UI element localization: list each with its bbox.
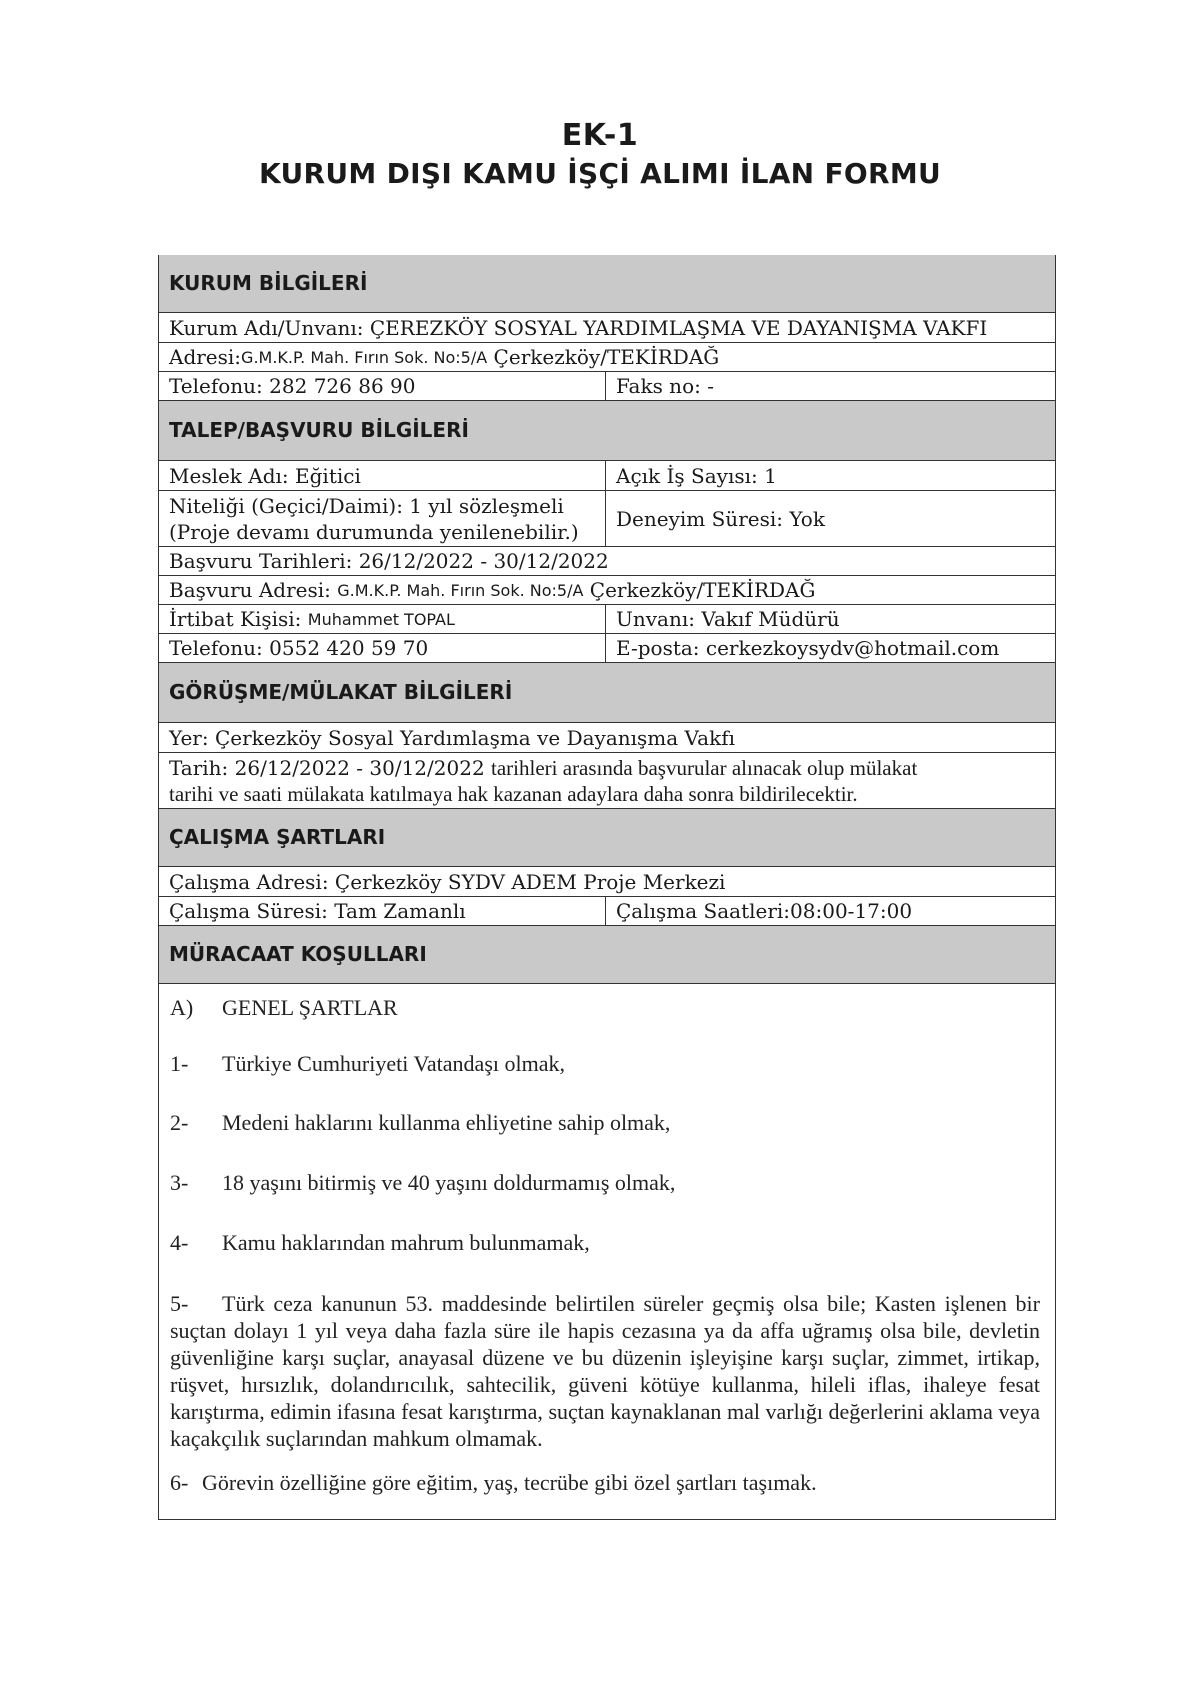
application-address-city: Çerkezköy/TEKİRDAĞ xyxy=(583,578,816,602)
list-item-number: 3- xyxy=(170,1170,189,1195)
application-address-row xyxy=(159,576,1055,605)
section-letter: A) xyxy=(170,995,194,1020)
list-item-text: Görevin özelliğine göre eğitim, yaş, tecrübe gibi özel şartları taşımak. xyxy=(202,1470,817,1495)
occupation-row xyxy=(159,461,1055,491)
list-item xyxy=(170,1110,1040,1136)
list-item xyxy=(170,1230,1040,1256)
address-city: Çerkezköy/TEKİRDAĞ xyxy=(487,345,720,369)
form-title: KURUM DIŞI KAMU İŞÇİ ALIMI İLAN FORMU xyxy=(258,157,942,190)
qualification-row xyxy=(159,491,1055,547)
list-item xyxy=(170,1051,1040,1077)
application-address-value: G.M.K.P. Mah. Fırın Sok. No:5/A xyxy=(337,580,584,600)
document-header xyxy=(0,118,1200,190)
form-bottom-border xyxy=(159,1518,1055,1520)
contact-phone: Telefonu: 0552 420 59 70 xyxy=(169,636,429,660)
interview-date-label: Tarih: 26/12/2022 - 30/12/2022 xyxy=(169,755,492,780)
contact-person xyxy=(159,605,605,633)
contact-person-row xyxy=(159,605,1055,634)
work-duration: Çalışma Süresi: Tam Zamanlı xyxy=(169,899,466,923)
institution-name-row xyxy=(159,313,1055,343)
experience-duration: Deneyim Süresi: Yok xyxy=(605,491,1055,546)
list-item-text: 18 yaşını bitirmiş ve 40 yaşını doldurmamış olmak, xyxy=(222,1170,676,1195)
work-address-row xyxy=(159,867,1055,897)
application-dates: Başvuru Tarihleri: 26/12/2022 - 30/12/2022 xyxy=(169,549,609,573)
list-item-number: 5- xyxy=(170,1291,189,1316)
contact-person-label: İrtibat Kişisi: xyxy=(169,607,308,631)
list-item xyxy=(170,1290,1040,1452)
interview-date-row xyxy=(159,753,1055,809)
institution-address-row xyxy=(159,343,1055,372)
application-address xyxy=(159,576,1055,604)
list-item-text: Kamu haklarından mahrum bulunmamak, xyxy=(222,1230,590,1255)
occupation-name: Meslek Adı: Eğitici xyxy=(169,463,361,488)
work-address: Çalışma Adresi: Çerkezköy SYDV ADEM Proje Merkezi xyxy=(169,869,726,894)
general-conditions-title: GENEL ŞARTLAR xyxy=(222,995,398,1020)
interview-date-note-1: tarihleri arasında başvurular alınacak olup mülakat xyxy=(491,755,918,780)
qualification-line-2: (Proje devamı durumunda yenilenebilir.) xyxy=(169,519,579,544)
section-working-conditions-heading: ÇALIŞMA ŞARTLARI xyxy=(159,809,1055,867)
list-item-number: 1- xyxy=(170,1051,189,1076)
list-item xyxy=(170,1170,1040,1196)
qualification xyxy=(159,491,605,546)
list-item-text: Türkiye Cumhuriyeti Vatandaşı olmak, xyxy=(222,1051,565,1076)
application-dates-row xyxy=(159,547,1055,576)
contact-phone-row xyxy=(159,634,1055,663)
list-item-number: 2- xyxy=(170,1110,189,1135)
section-institution-heading: KURUM BİLGİLERİ xyxy=(159,255,1055,313)
address-label: Adresi: xyxy=(169,345,242,369)
contact-email: E-posta: cerkezkoysydv@hotmail.com xyxy=(605,634,1055,662)
list-item-number: 4- xyxy=(170,1230,189,1255)
contact-person-name: Muhammet TOPAL xyxy=(307,609,455,629)
section-interview-heading: GÖRÜŞME/MÜLAKAT BİLGİLERİ xyxy=(159,663,1055,723)
section-application-conditions-heading: MÜRACAAT KOŞULLARI xyxy=(159,926,1055,984)
list-item-text: Türk ceza kanunun 53. maddesinde belirtilen süreler geçmiş olsa bile; Kasten işlenen bir suçtan dolayı 1 yıl veya daha fazla süre ile hapis cezasına ya da affa uğramış olsa bile, devletin güvenliğine karşı suçlar, anayasal düzene ve bu düzenin işleyişine karşı suçlar, zimmet, irtikap, rüşvet, hırsızlık, dolandırıcılık, sahtecilik, güveni kötüye kullanma, hileli iflas, ihaleye fesat karıştırma, edimin ifasına fesat karıştırma, suçtan kaynaklanan mal varlığı değerlerini aklama veya kaçakçılık suçlarından mahkum olmamak. xyxy=(170,1291,1040,1451)
annex-label: EK-1 xyxy=(561,118,639,153)
interview-date-note-2: tarihi ve saati mülakata katılmaya hak kazanan adaylara daha sonra bildirilecektir. xyxy=(169,781,858,806)
list-item-number: 6- xyxy=(170,1470,189,1495)
interview-place-row xyxy=(159,723,1055,753)
work-hours-row xyxy=(159,897,1055,926)
institution-fax: Faks no: - xyxy=(605,372,1055,400)
interview-date xyxy=(159,753,1055,808)
work-hours: Çalışma Saatleri:08:00-17:00 xyxy=(605,897,1055,925)
section-application-heading: TALEP/BAŞVURU BİLGİLERİ xyxy=(159,401,1055,461)
general-conditions-heading xyxy=(170,995,1040,1021)
institution-address xyxy=(159,343,1055,371)
list-item-text: Medeni haklarını kullanma ehliyetine sahip olmak, xyxy=(222,1110,671,1135)
institution-contact-row xyxy=(159,372,1055,401)
contact-title: Unvanı: Vakıf Müdürü xyxy=(605,605,1055,633)
list-item xyxy=(170,1470,1040,1496)
application-address-label: Başvuru Adresi: xyxy=(169,578,338,602)
address-value: G.M.K.P. Mah. Fırın Sok. No:5/A xyxy=(241,347,488,367)
institution-name: Kurum Adı/Unvanı: ÇEREZKÖY SOSYAL YARDIMLAŞMA VE DAYANIŞMA VAKFI xyxy=(169,315,988,340)
interview-place: Yer: Çerkezköy Sosyal Yardımlaşma ve Dayanışma Vakfı xyxy=(169,725,735,750)
qualification-line-1: Niteliği (Geçici/Daimi): 1 yıl sözleşmeli xyxy=(169,493,564,518)
open-positions: Açık İş Sayısı: 1 xyxy=(605,461,1055,490)
institution-phone: Telefonu: 282 726 86 90 xyxy=(169,374,416,398)
